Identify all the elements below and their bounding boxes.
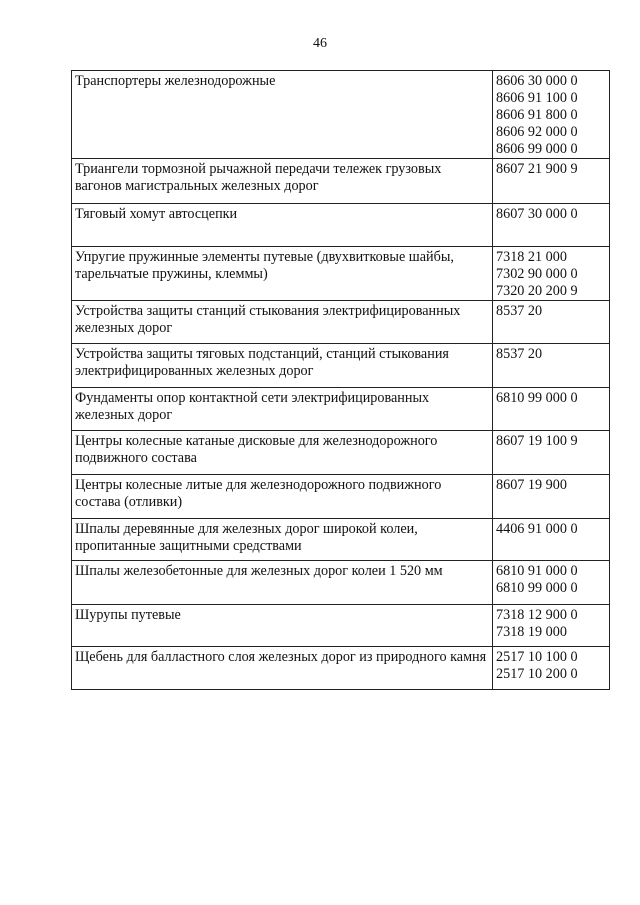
- table-row: [72, 561, 610, 605]
- tnved-code: 8537 20: [496, 303, 543, 319]
- tnved-code: 7318 21 000: [496, 249, 567, 265]
- product-name-cell: Триангели тормозной рычажной передачи тележек грузовых вагонов магистральных железных дорог: [72, 159, 493, 204]
- tnved-code: 8606 91 800 0: [496, 107, 578, 123]
- product-name-cell: Шпалы железобетонные для железных дорог колеи 1 520 мм: [72, 561, 493, 605]
- tnved-code: 8606 30 000 0: [496, 73, 578, 89]
- product-name-cell: Транспортеры железнодорожные: [72, 71, 493, 159]
- table-row: [72, 301, 610, 344]
- product-name-cell: Устройства защиты станций стыкования электрифицированных железных дорог: [72, 301, 493, 344]
- tnved-code: 8606 92 000 0: [496, 124, 578, 140]
- tnved-code: 2517 10 200 0: [496, 666, 578, 682]
- tnved-code: 7320 20 200 9: [496, 283, 578, 299]
- tnved-code: 7318 12 900 0: [496, 607, 578, 623]
- tnved-code: 8606 91 100 0: [496, 90, 578, 106]
- table-row: [72, 247, 610, 301]
- table-row: [72, 605, 610, 647]
- product-name-cell: Центры колесные литые для железнодорожного подвижного состава (отливки): [72, 475, 493, 519]
- tnved-code-cell: [493, 71, 610, 159]
- tnved-code-cell: [493, 388, 610, 431]
- product-name-cell: Центры колесные катаные дисковые для железнодорожного подвижного состава: [72, 431, 493, 475]
- tnved-code-cell: [493, 159, 610, 204]
- tnved-code: 6810 99 000 0: [496, 580, 578, 596]
- table-row: [72, 344, 610, 388]
- tnved-code: 2517 10 100 0: [496, 649, 578, 665]
- table-row: [72, 204, 610, 247]
- product-code-table: [71, 70, 610, 690]
- tnved-code-cell: [493, 475, 610, 519]
- tnved-code-cell: [493, 519, 610, 561]
- table-row: [72, 388, 610, 431]
- tnved-code: 4406 91 000 0: [496, 521, 578, 537]
- tnved-code: 7318 19 000: [496, 624, 567, 640]
- product-name-cell: Шурупы путевые: [72, 605, 493, 647]
- tnved-code: 8606 99 000 0: [496, 141, 578, 157]
- tnved-code: 6810 99 000 0: [496, 390, 578, 406]
- tnved-code: 8537 20: [496, 346, 543, 362]
- tnved-code: 8607 21 900 9: [496, 161, 578, 177]
- tnved-code: 8607 30 000 0: [496, 206, 578, 222]
- tnved-code: 8607 19 100 9: [496, 433, 578, 449]
- table-row: [72, 519, 610, 561]
- tnved-code-cell: [493, 247, 610, 301]
- tnved-code-cell: [493, 344, 610, 388]
- product-name-cell: Тяговый хомут автосцепки: [72, 204, 493, 247]
- tnved-code-cell: [493, 647, 610, 690]
- product-name-cell: Упругие пружинные элементы путевые (двухвитковые шайбы, тарельчатые пружины, клеммы): [72, 247, 493, 301]
- table-row: [72, 475, 610, 519]
- tnved-code-cell: [493, 561, 610, 605]
- page-number: 46: [313, 36, 327, 51]
- tnved-code-cell: [493, 431, 610, 475]
- product-name-cell: Устройства защиты тяговых подстанций, станций стыкования электрифицированных железных дорог: [72, 344, 493, 388]
- table-row: [72, 159, 610, 204]
- table-row: [72, 647, 610, 690]
- tnved-code-cell: [493, 605, 610, 647]
- tnved-code-cell: [493, 204, 610, 247]
- table-row: [72, 431, 610, 475]
- table-row: [72, 71, 610, 159]
- product-name-cell: Фундаменты опор контактной сети электрифицированных железных дорог: [72, 388, 493, 431]
- product-name-cell: Шпалы деревянные для железных дорог широкой колеи, пропитанные защитными средствами: [72, 519, 493, 561]
- tnved-code: 7302 90 000 0: [496, 266, 578, 282]
- tnved-code-cell: [493, 301, 610, 344]
- product-name-cell: Щебень для балластного слоя железных дорог из природного камня: [72, 647, 493, 690]
- tnved-code: 8607 19 900: [496, 477, 567, 493]
- tnved-code: 6810 91 000 0: [496, 563, 578, 579]
